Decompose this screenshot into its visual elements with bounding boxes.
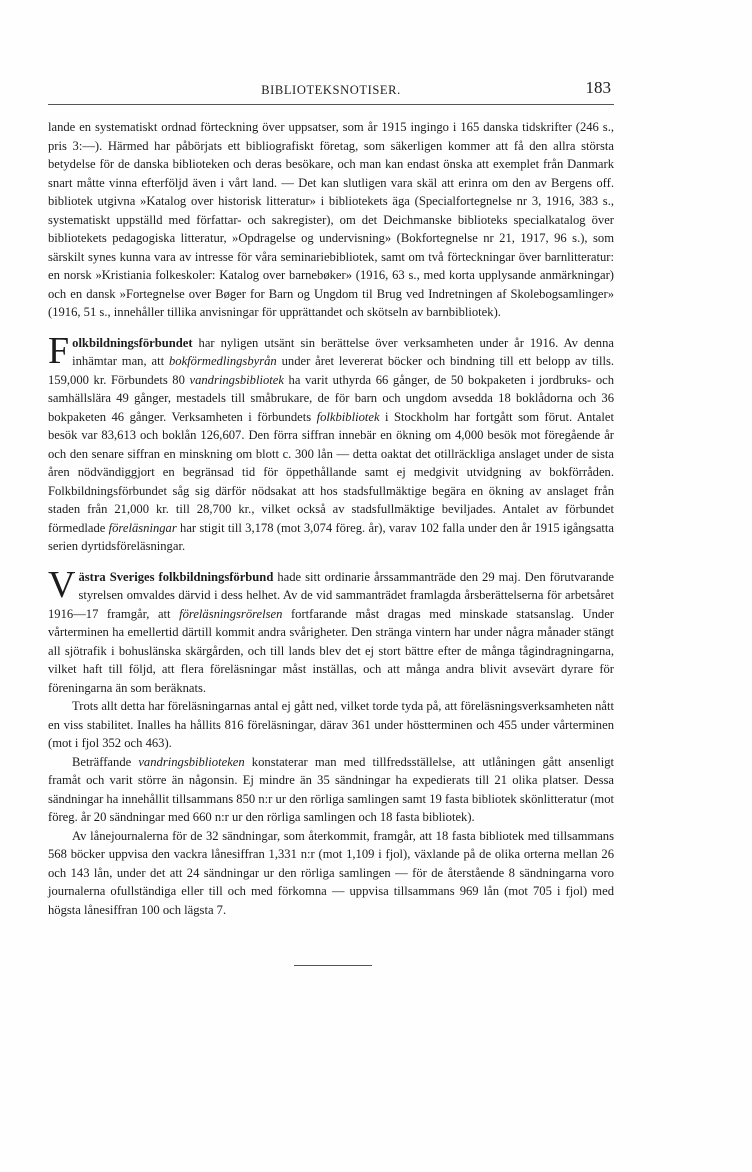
body-text: har stigit till 3,178 (mot 3,074 föreg. år), varav 102 falla under den år 1915 igångsatta serien dyrtidsföreläsningar. [48,520,615,553]
body-text: Beträffande [72,754,139,769]
section-folkbildningsforbundet [48,329,615,556]
section2-paragraph [48,563,614,698]
page-header [48,80,614,105]
body-text: har nyligen utsänt sin berättelse över verksamheten under år 1916. Av denna inhämtar man, att [72,335,614,368]
emphasis-term: bokförmedlingsbyrån [168,354,277,368]
body-text: hade sitt ordinarie årssammanträde den 29 maj. Den förutvarande styrelsen omvaldes därvid i dess helhet. Av de vid sammanträdet framlagda årsberättelserna för arbetsåret 1916—17 framgår, att [48,569,614,621]
section-vastra-sveriges [48,563,614,920]
body-text: konstaterar man med tillfredsställelse, att utlåningen gått ansenligt framåt och varit större än någonsin. Ej mindre än 35 sändningar ha expedierats till 21 olika platser. Dessa sändningar ha innehållit tillsammans 850 n:r ur den rörliga samlingen samt 19 fasta bibliotek skönlitteratur (mot föreg. år 20 sändningar med 660 n:r ur den rörliga samlingen och 18 fasta bibliotek). [48,754,614,824]
body-text: ha varit uthyrda 66 gånger, de 50 bokpaketen i jordbruks- och samhällslära 49 gånger, mestadels till småbrukare, de för barn och ungdom avsedda 18 boklådorna och 36 bokpaketen 46 gånger. Verksamheten i förbundets [48,372,614,424]
intro-paragraph: lande en systematiskt ordnad förteckning över uppsatser, som år 1915 ingingo i 165 danska tidskrifter (246 s., pris 3:—). Härmed har påbörjats ett bibliografiskt företag, som säkerligen kommer att få den allra största betydelse för de danska biblioteken och deras besökare, och man kan endast önska att exemplet från Danmark snart måtte vinna efterföljd även i vårt land. — Det kan slutligen vara skäl att erinra om den av Bergens off. bibliotek utgivna »Katalog over historisk litteratur» i bibliotekets äga (Specialfortegnelse nr 3, 1916, 383 s., systematiskt uppställd med författar- och sakregister), om det Deichmanske biblioteks specialkatalog över bibliotekets pedagogiska litteratur, »Opdragelse og undervisning» (Bokfortegnelse nr 21, 1917, 96 s.), som särskilt synes kunna vara av intresse för våra seminariebibliotek, samt om två förteckningar över barnlitteratur: en norsk »Kristiania folkeskoler: Katalog over barnebøker» (1916, 63 s., med korta upplysande anmärkningar) och en dansk »Fortegnelse over Bøger for Barn og Ungdom til Brug ved Indretningen af Skolebogsamlinger» (1916, 51 s., innehåller tillika anvisningar för upprättandet och skötseln av barnbibliotek). [48,120,614,319]
emphasis-term: folkbibliotek [316,409,380,424]
section-end-rule [294,965,372,966]
article-body [48,118,614,919]
body-text: i Stockholm har fortgått som förut. Antalet besök var 83,613 och boklån 126,607. Den förra siffran innebär en ökning om 4,000 besök mot föregående år och den senare siffran en minskning om blott c. 300 lån — detta oaktat det otillräckliga anslaget under de sista åren nödvändiggjort en begränsad tid för öppethållande samt ej medgivit utvidgning av bokförråden. Folkbildningsförbundet såg sig därför nödsakat att hos stadsfullmäktige begära en ökning av anslaget från staden från 21,000 kr. till 28,700 kr., vilket också av stadsfullmäktige beviljades. Antalet av förbundet förmedlade [48,409,614,535]
emphasis-term: föreläsningsrörelsen [179,606,283,621]
dropcap-initial: F [48,329,70,372]
emphasis-term: föreläsningar [108,520,177,535]
section2-paragraph-2: Trots allt detta har föreläsningarnas antal ej gått ned, vilket torde tyda på, att föreläsningsverksamheten nått en viss stabilitet. Inalles ha hållits 816 föreläsningar, därav 361 under höstterminen och 455 under vårterminen (mot i fjol 352 och 463). [48,699,614,750]
section1-paragraph [48,329,615,556]
emphasis-term: vandringsbibliotek [189,372,284,387]
section2-paragraph-3 [48,753,614,827]
section-title: olkbildningsförbundet [72,335,193,350]
emphasis-term: vandringsbiblioteken [138,754,245,769]
body-text: fortfarande måst dragas med minskade statsanslag. Under vårterminen ha emellertid därtill kommit andra svårigheter. Den stränga vintern har under några månader stängt all sjötrafik i bohuslänska skärgården, och till lands blev det ej stort bättre efter de många tågindragningarna, vilket haft till följd, att flera föreläsningar måst inställas, och att många andra blivit avsevärt dyrare för föreningarna än som beräknats. [48,606,614,695]
page-number: 183 [585,78,611,97]
section-title: ästra Sveriges folkbildningsförbund [78,569,274,584]
section2-paragraph-4: Av lånejournalerna för de 32 sändningar, som återkommit, framgår, att 18 fasta bibliotek med tillsammans 568 böcker uppvisa den vackra lånesiffran 1,331 n:r (mot 1,109 i fjol), växlande på de olika orterna mellan 26 och 143 lån, under det att 24 sändningar ur den rörliga samlingen — för de återstående 8 sändningarna voro journalerna ofullständiga eller till och med förkomna — uppvisa tillsammans 969 lån (mot 705 i fjol) med högsta lånesiffran 100 och lägsta 7. [48,828,614,917]
dropcap-initial: V [48,563,76,606]
body-text: under året levererat böcker och bindning till ett belopp av tills. 159,000 kr. Förbundets 80 [48,354,614,387]
running-title: BIBLIOTEKSNOTISER. [261,83,401,97]
